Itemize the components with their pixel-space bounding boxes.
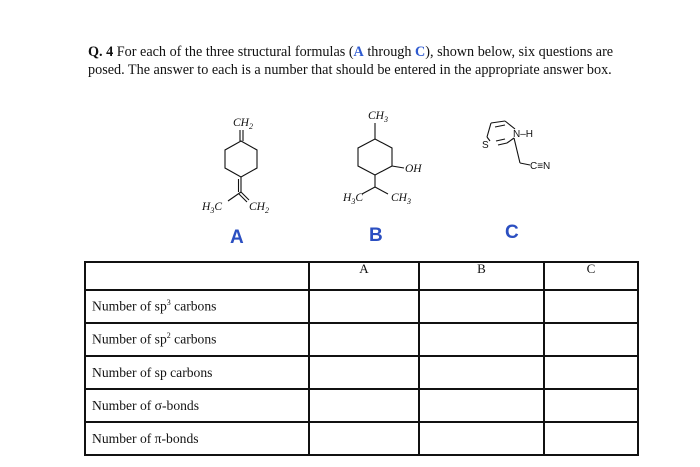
table-row [85, 422, 638, 455]
answer-box-sp2-c[interactable] [544, 323, 638, 356]
molecule-c-structure [487, 121, 530, 165]
molecule-c-nitrile: C≡N [530, 161, 551, 172]
answer-box-pi-c[interactable] [544, 422, 638, 455]
answer-box-sp3-b[interactable] [419, 290, 544, 323]
molecule-c-nh-group: N–H [513, 129, 534, 140]
answer-box-sp-c[interactable] [544, 356, 638, 389]
question-label-c: C [415, 44, 426, 60]
answer-box-sp3-a[interactable] [309, 290, 419, 323]
question-number: Q. 4 [88, 44, 114, 60]
molecule-b-top-group: $CH_3$ [368, 110, 388, 124]
row-label-sigma: Number of σ-bonds [85, 389, 309, 422]
row-label-sp2: Number of $sp^2$ carbons [85, 323, 309, 356]
header-cell-c: C [544, 262, 638, 290]
row-label-sp: Number of sp carbons [85, 356, 309, 389]
answer-box-sp-a[interactable] [309, 356, 419, 389]
molecule-b-right-group: $CH_3$ [391, 192, 411, 206]
answer-box-sigma-c[interactable] [544, 389, 638, 422]
header-cell-empty [85, 262, 309, 290]
molecule-c-label: C [505, 222, 519, 243]
answer-box-sp2-a[interactable] [309, 323, 419, 356]
row-label-sp3: Number of $sp^3$ carbons [85, 290, 309, 323]
molecule-a-top-group: $CH_2$ [233, 117, 253, 131]
molecule-b-label: B [369, 225, 383, 246]
answer-box-pi-b[interactable] [419, 422, 544, 455]
molecule-b-oh-group: OH [405, 163, 422, 175]
table-row [85, 290, 638, 323]
table-header-row [85, 262, 638, 290]
molecule-a-left-group: $H_3C$ [202, 201, 222, 215]
row-label-pi: Number of π-bonds [85, 422, 309, 455]
header-cell-b: B [419, 262, 544, 290]
answer-box-sp2-b[interactable] [419, 323, 544, 356]
question-through: through [363, 44, 416, 60]
answer-box-sigma-b[interactable] [419, 389, 544, 422]
table-row [85, 389, 638, 422]
question-text-part1: For each of the three structural formulas ( [113, 44, 354, 60]
molecule-c-sulfur: S [482, 140, 489, 151]
table-row [85, 323, 638, 356]
answer-box-sp3-c[interactable] [544, 290, 638, 323]
answer-box-pi-a[interactable] [309, 422, 419, 455]
molecule-b-left-group: $H_3C$ [343, 192, 363, 206]
answer-box-sigma-a[interactable] [309, 389, 419, 422]
header-cell-a: A [309, 262, 419, 290]
question-label-a: A [353, 44, 364, 60]
molecule-a-structure [225, 130, 257, 202]
molecule-b-structure [358, 123, 404, 194]
table-row [85, 356, 638, 389]
question-text-part2: ), shown below, six questions are posed. The answer to each is a number that should be entered in the appropriate answer box. [88, 44, 614, 78]
molecule-a-label: A [230, 227, 244, 248]
molecule-a-right-group: $CH_2$ [249, 201, 269, 215]
answer-box-sp-b[interactable] [419, 356, 544, 389]
answer-table [84, 261, 639, 456]
